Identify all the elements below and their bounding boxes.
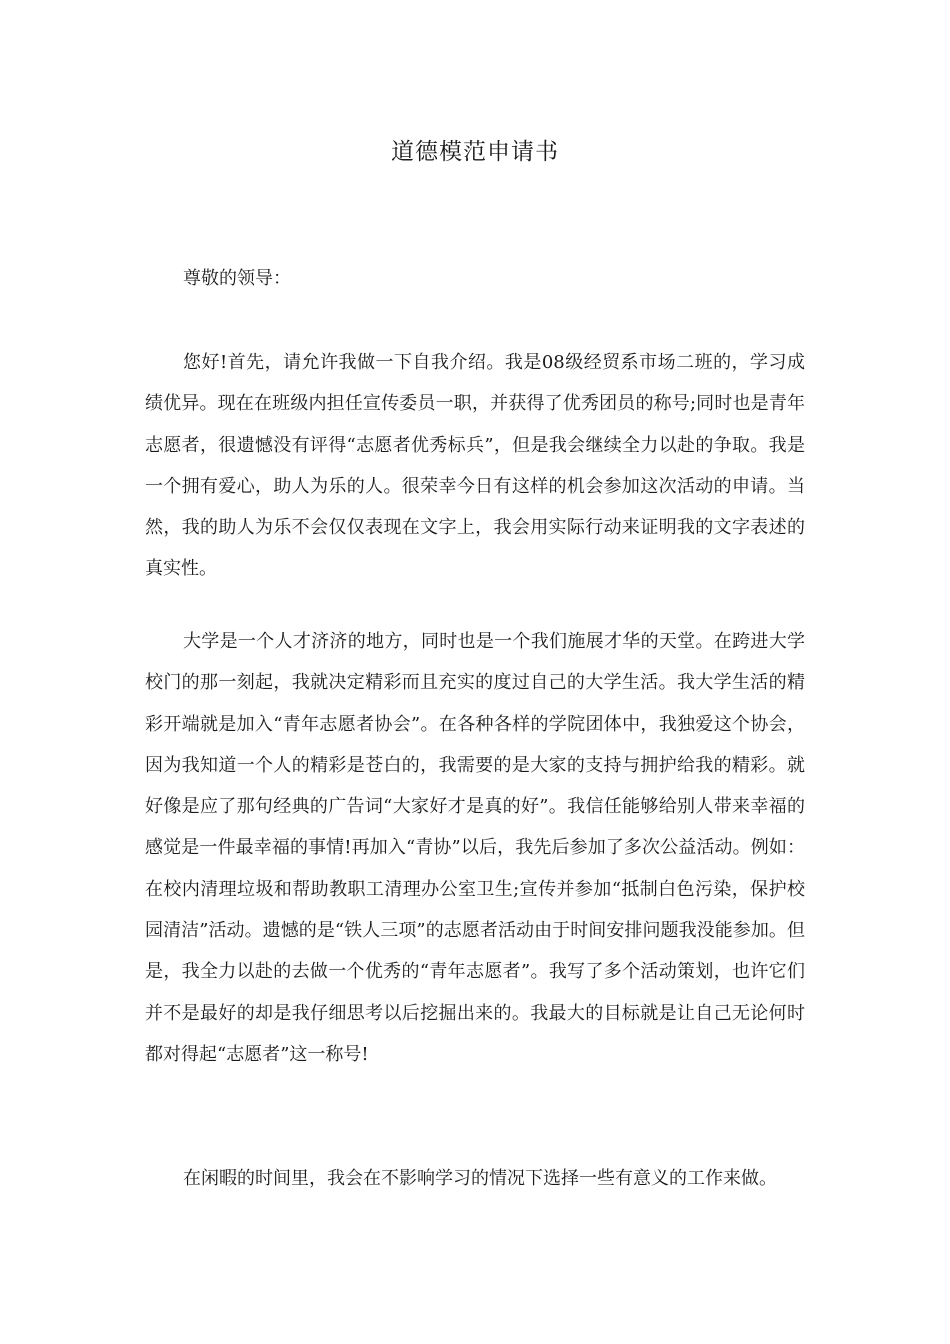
- document-title: 道德模范申请书: [391, 139, 559, 165]
- paragraph-volunteer-experience: 大学是一个人才济济的地方，同时也是一个我们施展才华的天堂。在跨进大学校门的那一刻起，我就决定精彩而且充实的度过自己的大学生活。我大学生活的精彩开端就是加入“青年志愿者协会”。在各种各样的学院团体中，我独爱这个协会，因为我知道一个人的精彩是苍白的，我需要的是大家的支持与拥护给我的精彩。就好像是应了那句经典的广告词“大家好才是真的好”。我信任能够给别人带来幸福的感觉是一件最幸福的事情!再加入“青协”以后，我先后参加了多次公益活动。例如：在校内清理垃圾和帮助教职工清理办公室卫生;宣传并参加“抵制白色污染，保护校园清洁”活动。遗憾的是“铁人三项”的志愿者活动由于时间安排问题我没能参加。但是，我全力以赴的去做一个优秀的“青年志愿者”。我写了多个活动策划，也许它们并不是最好的却是我仔细思考以后挖掘出来的。我最大的目标就是让自己无论何时都对得起“志愿者”这一称号!: [145, 631, 805, 1065]
- paragraph-free-time: 在闲暇的时间里，我会在不影响学习的情况下选择一些有意义的工作来做。: [183, 1168, 777, 1189]
- paragraph-introduction: 您好!首先，请允许我做一下自我介绍。我是08级经贸系市场二班的，学习成绩优异。现在在班级内担任宣传委员一职，并获得了优秀团员的称号;同时也是青年志愿者，很遗憾没有评得“志愿者优秀标兵”，但是我会继续全力以赴的争取。我是一个拥有爱心，助人为乐的人。很荣幸今日有这样的机会参加这次活动的申请。当然，我的助人为乐不会仅仅表现在文字上，我会用实际行动来证明我的文字表述的真实性。: [145, 352, 805, 580]
- salutation: 尊敬的领导：: [183, 268, 291, 289]
